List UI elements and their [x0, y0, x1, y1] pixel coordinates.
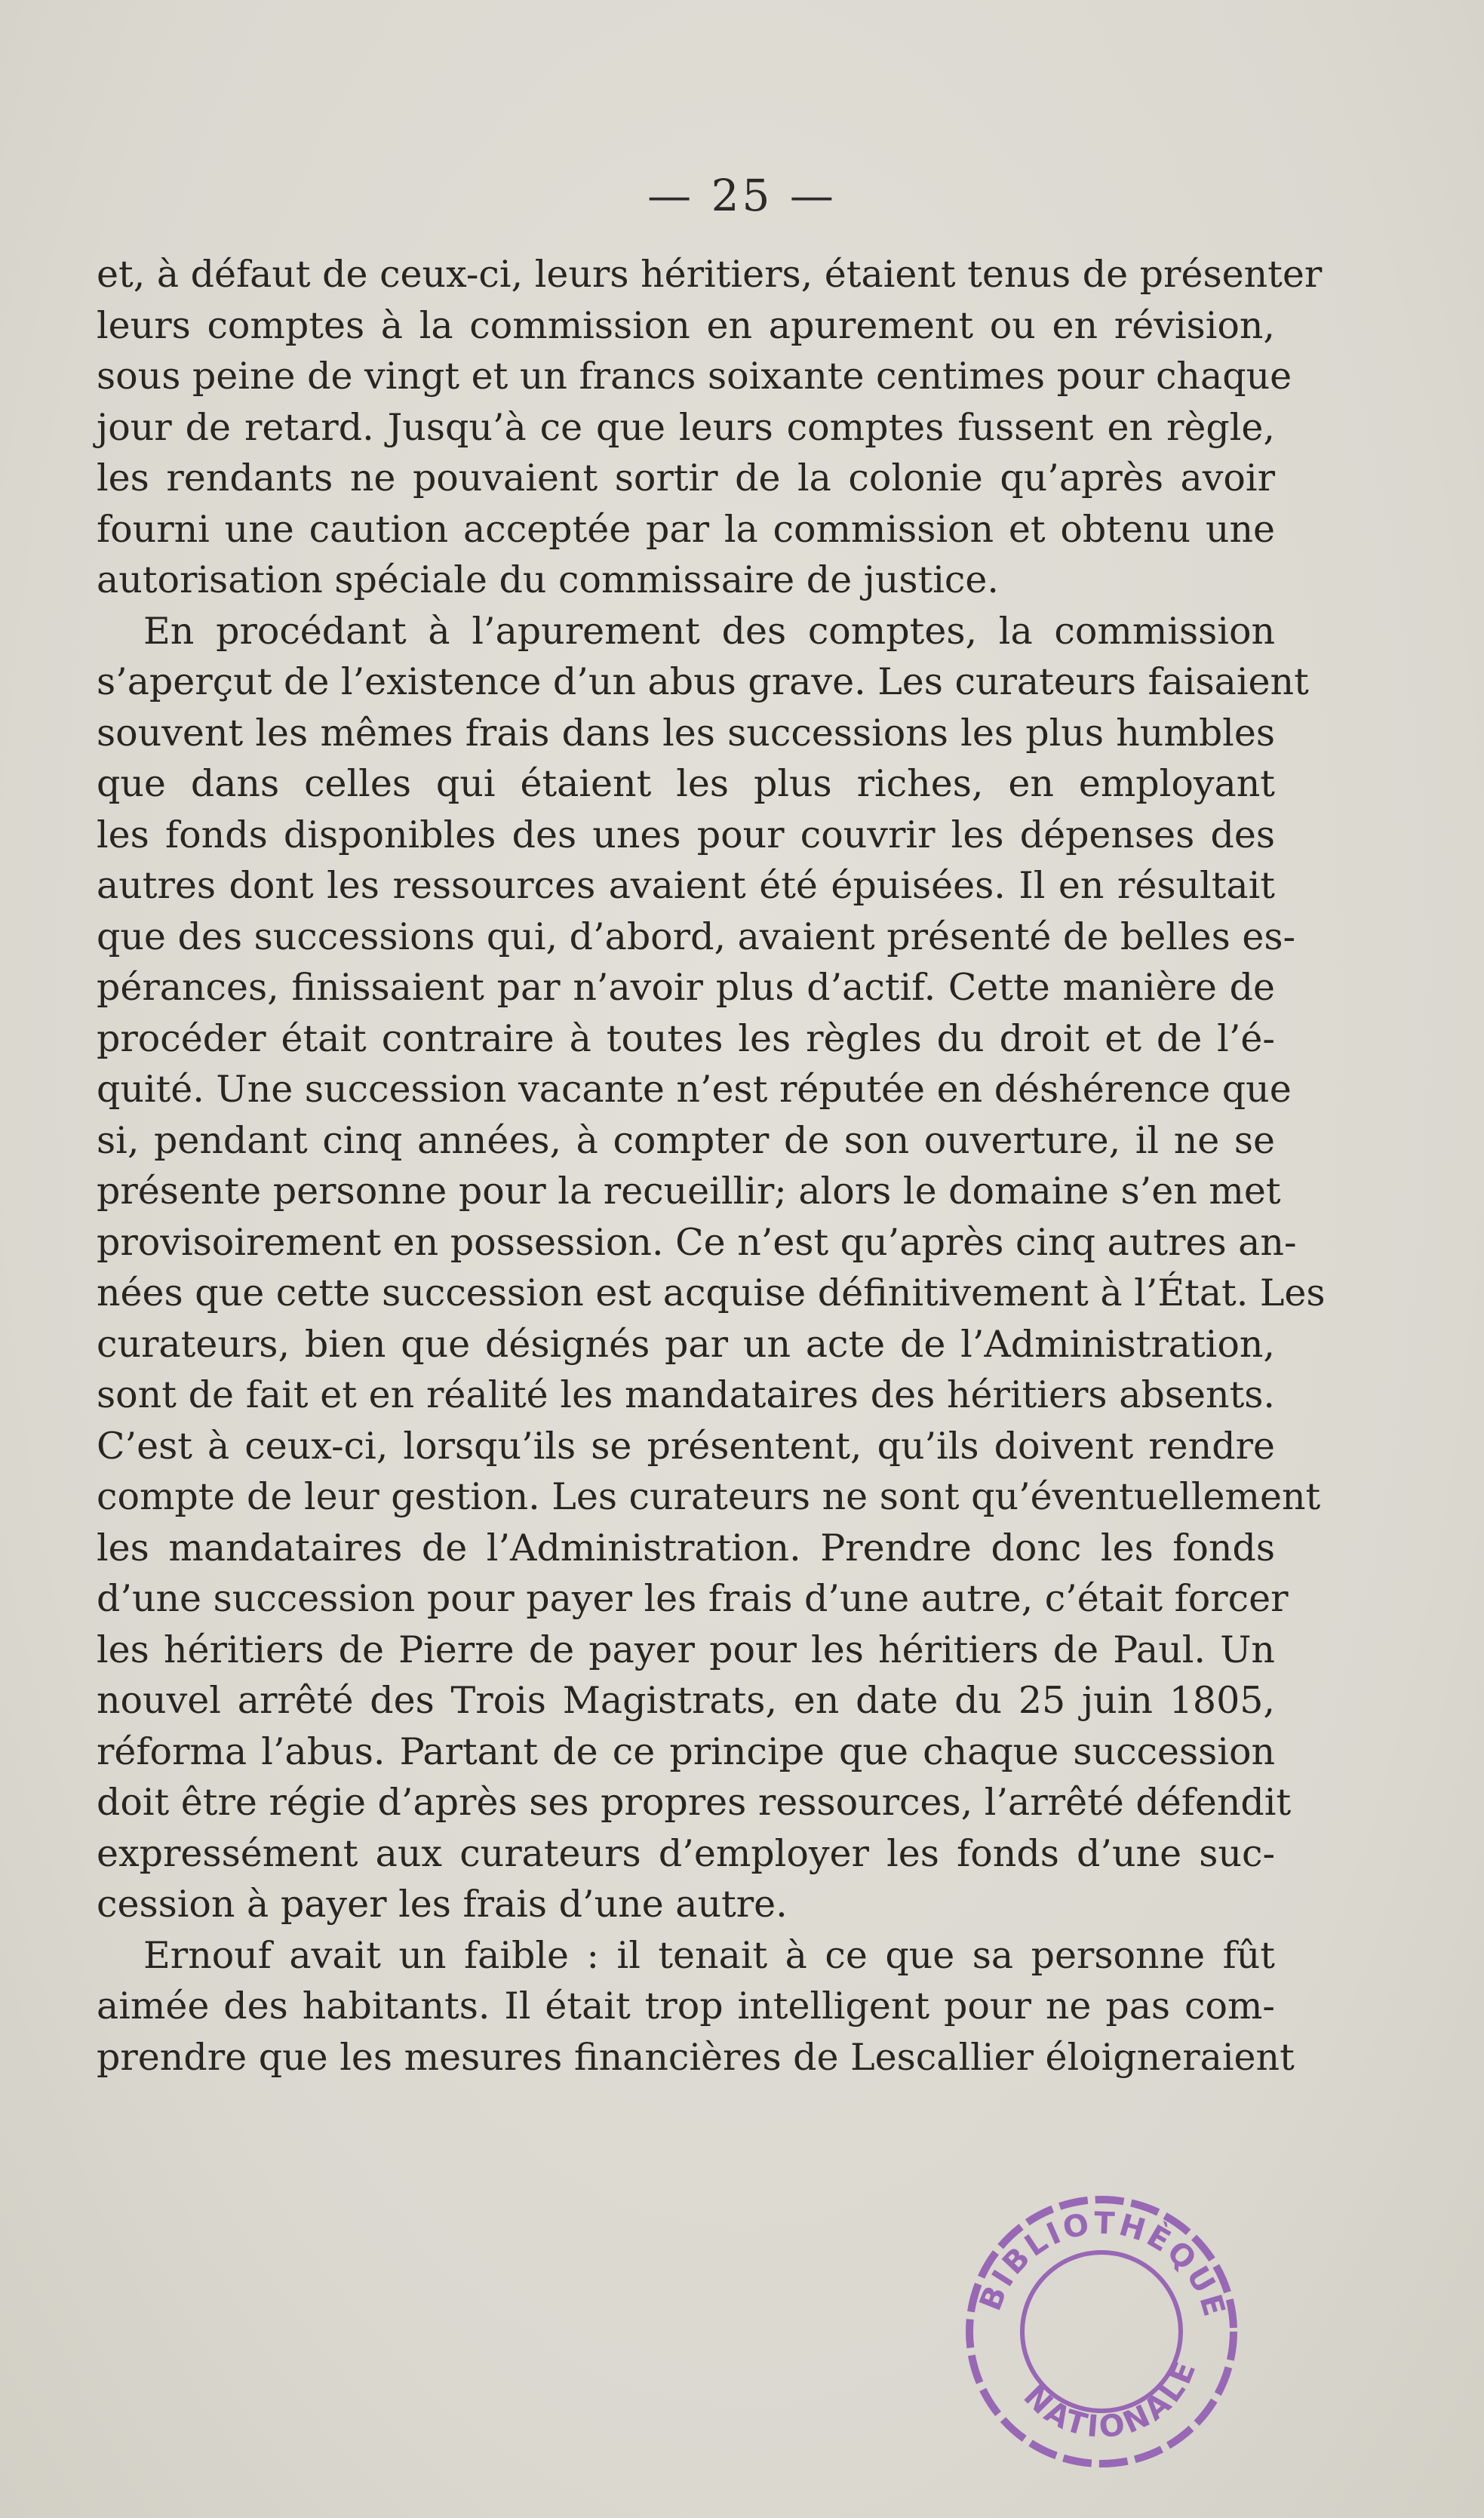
text-line: si, pendant cinq années, à compter de son ouverture, il ne se — [97, 1118, 1275, 1162]
text-line: les héritiers de Pierre de payer pour les héritiers de Paul. Un — [97, 1628, 1275, 1671]
text-line: leurs comptes à la commission en apurement ou en révision, — [97, 303, 1275, 347]
text-line: réforma l’abus. Partant de ce principe que chaque succession — [97, 1729, 1275, 1773]
text-line: expressément aux curateurs d’employer les fonds d’une suc- — [97, 1831, 1275, 1875]
text-line: provisoirement en possession. Ce n’est qu’après cinq autres an- — [97, 1220, 1297, 1264]
text-line: aimée des habitants. Il était trop intelligent pour ne pas com- — [97, 1985, 1275, 2028]
library-stamp-icon — [939, 2177, 1264, 2479]
text-line: autorisation spéciale du commissaire de justice. — [97, 558, 999, 601]
text-line: curateurs, bien que désignés par un acte de l’Administration, — [97, 1322, 1275, 1366]
text-line: souvent les mêmes frais dans les successions les plus humbles — [97, 711, 1275, 755]
text-line: prendre que les mesures financières de Lescallier éloigneraient — [97, 2035, 1295, 2079]
text-line: les rendants ne pouvaient sortir de la colonie qu’après avoir — [97, 457, 1275, 500]
body-text — [97, 249, 1326, 2083]
text-line: pérances, finissaient par n’avoir plus d’actif. Cette manière de — [97, 966, 1275, 1009]
text-line: et, à défaut de ceux-ci, leurs héritiers, étaient tenus de présenter — [97, 253, 1323, 296]
text-line: sous peine de vingt et un francs soixante centimes pour chaque — [97, 355, 1292, 398]
text-line: sont de fait et en réalité les mandataires des héritiers absents. — [97, 1373, 1275, 1416]
text-line: compte de leur gestion. Les curateurs ne sont qu’éventuellement — [97, 1475, 1321, 1518]
text-line: que des successions qui, d’abord, avaient présenté de belles es- — [97, 915, 1296, 958]
text-line: autres dont les ressources avaient été épuisées. Il en résultait — [97, 864, 1275, 907]
text-line: fourni une caution acceptée par la commission et obtenu une — [97, 507, 1275, 551]
text-line: présente personne pour la recueillir; alors le domaine s’en met — [97, 1170, 1281, 1213]
text-line: cession à payer les frais d’une autre. — [97, 1883, 788, 1926]
text-line: En procédant à l’apurement des comptes, la commission — [143, 609, 1275, 653]
text-line: Ernouf avait un faible : il tenait à ce que sa personne fût — [143, 1933, 1275, 1977]
text-line: les fonds disponibles des unes pour couvrir les dépenses des — [97, 813, 1275, 856]
text-line: les mandataires de l’Administration. Prendre donc les fonds — [97, 1526, 1275, 1570]
text-line: jour de retard. Jusqu’à ce que leurs comptes fussent en règle, — [97, 405, 1275, 449]
text-line: quité. Une succession vacante n’est réputée en déshérence que — [97, 1068, 1292, 1111]
text-line: que dans celles qui étaient les plus riches, en employant — [97, 762, 1275, 805]
text-line: d’une succession pour payer les frais d’une autre, c’était forcer — [97, 1577, 1289, 1620]
text-line: nouvel arrêté des Trois Magistrats, en date du 25 juin 1805, — [97, 1679, 1275, 1722]
text-line: s’aperçut de l’existence d’un abus grave. Les curateurs faisaient — [97, 660, 1309, 703]
text-line: procéder était contraire à toutes les règles du droit et de l’é- — [97, 1016, 1275, 1060]
svg-text:BIBLIOTHÈQUE: BIBLIOTHÈQUE — [972, 2206, 1233, 2323]
svg-text:NATIONALE: NATIONALE — [1016, 2354, 1204, 2446]
text-line: C’est à ceux-ci, lorsqu’ils se présentent, qu’ils doivent rendre — [97, 1424, 1275, 1468]
text-line: nées que cette succession est acquise définitivement à l’État. Les — [97, 1271, 1326, 1314]
text-line: doit être régie d’après ses propres ressources, l’arrêté défendit — [97, 1781, 1292, 1824]
page-number: — 25 — — [647, 170, 837, 221]
